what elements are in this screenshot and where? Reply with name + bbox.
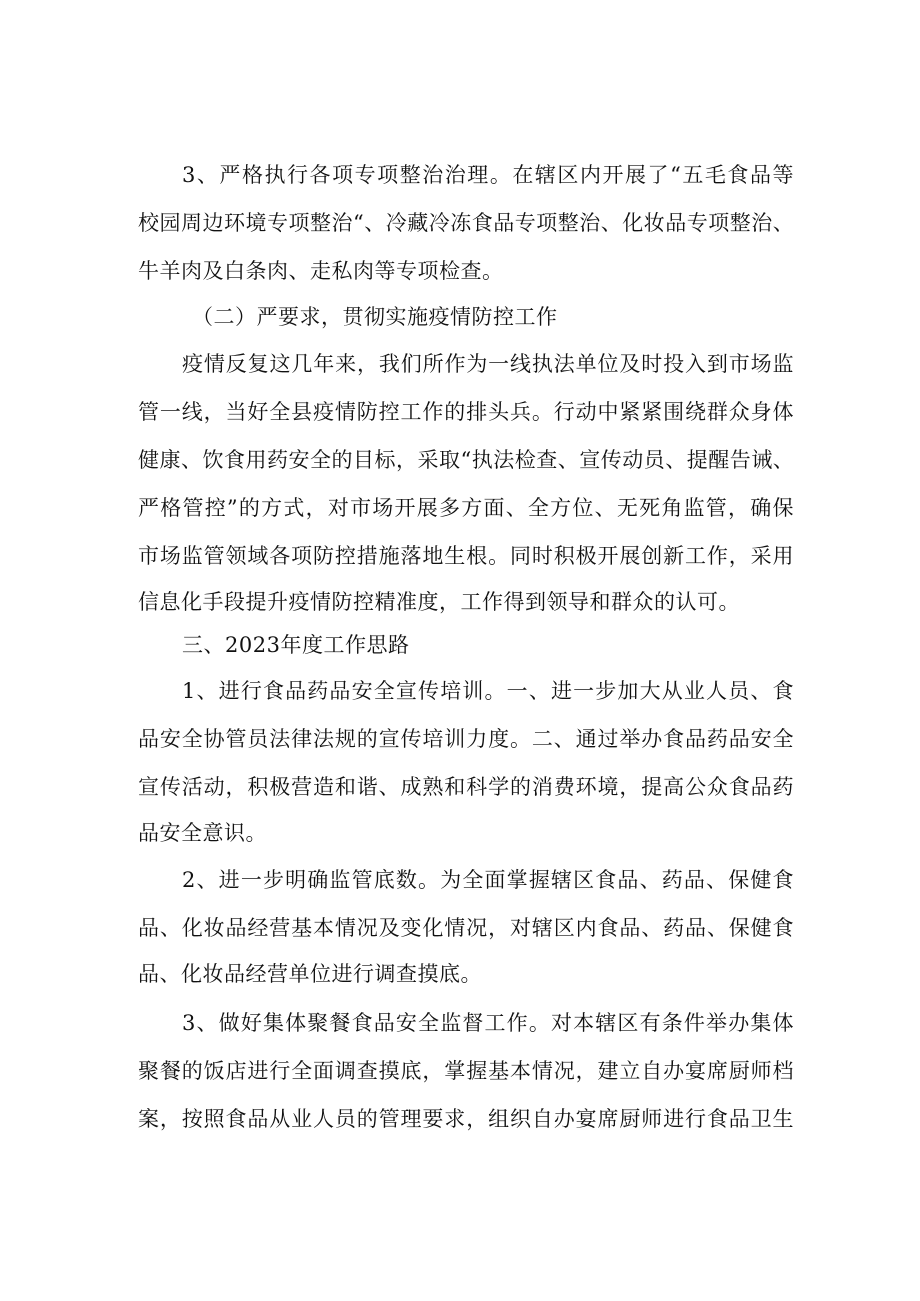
- paragraph-epidemic-line-6: 信息化手段提升疫情防控精准度，工作得到领导和群众的认可。: [138, 590, 740, 614]
- paragraph-item-3-line-1: 3、严格执行各项专项整治治理。在辖区内开展了“五毛食品等: [182, 163, 794, 187]
- paragraph-plan-3-line-2: 聚餐的饭店进行全面调查摸底，掌握基本情况，建立自办宴席厨师档: [138, 1059, 794, 1083]
- paragraph-epidemic-line-2: 管一线，当好全县疫情防控工作的排头兵。行动中紧紧围绕群众身体: [138, 400, 794, 424]
- paragraph-epidemic-line-5: 市场监管领域各项防控措施落地生根。同时积极开展创新工作，采用: [138, 544, 794, 568]
- paragraph-plan-2-line-2: 品、化妆品经营基本情况及变化情况，对辖区内食品、药品、保健食: [138, 916, 794, 940]
- paragraph-plan-1-line-2: 品安全协管员法律法规的宣传培训力度。二、通过举办食品药品安全: [138, 727, 794, 751]
- section-heading-3: 三、2023年度工作思路: [182, 633, 410, 657]
- paragraph-epidemic-line-1: 疫情反复这几年来，我们所作为一线执法单位及时投入到市场监: [182, 352, 794, 376]
- paragraph-plan-1-line-4: 品安全意识。: [138, 821, 267, 845]
- paragraph-plan-2-line-3: 品、化妆品经营单位进行调查摸底。: [138, 962, 482, 986]
- paragraph-plan-3-line-1: 3、做好集体聚餐食品安全监督工作。对本辖区有条件举办集体: [182, 1011, 794, 1035]
- paragraph-epidemic-line-3: 健康、饮食用药安全的目标，采取“执法检查、宣传动员、提醒告诫、: [138, 448, 795, 472]
- paragraph-item-3-line-3: 牛羊肉及白条肉、走私肉等专项检查。: [138, 259, 504, 283]
- paragraph-item-3-line-2: 校园周边环境专项整治“、冷藏冷冻食品专项整治、化妆品专项整治、: [138, 211, 795, 235]
- paragraph-plan-3-line-3: 案，按照食品从业人员的管理要求，组织自办宴席厨师进行食品卫生: [138, 1107, 794, 1131]
- paragraph-plan-2-line-1: 2、进一步明确监管底数。为全面掌握辖区食品、药品、保健食: [182, 868, 794, 892]
- paragraph-plan-1-line-3: 宣传活动，积极营造和谐、成熟和科学的消费环境，提高公众食品药: [138, 775, 794, 799]
- paragraph-epidemic-line-4: 严格管控”的方式，对市场开展多方面、全方位、无死角监管，确保: [138, 496, 794, 520]
- section-heading-2: （二）严要求，贯彻实施疫情防控工作: [192, 305, 558, 329]
- paragraph-plan-1-line-1: 1、进行食品药品安全宣传培训。一、进一步加大从业人员、食: [182, 679, 794, 703]
